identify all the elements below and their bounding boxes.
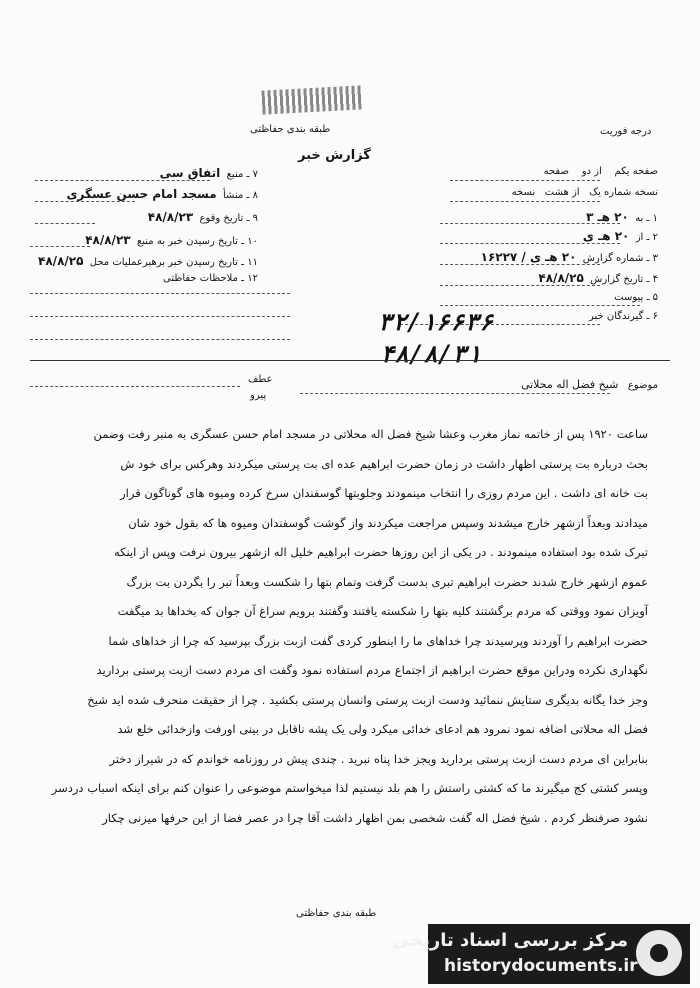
handwritten-number: ۳۲/۱۶۶۳۶ xyxy=(378,308,494,336)
origin-field: ۸ ـ منشأ مسجد امام حسن عسگری xyxy=(66,187,258,201)
body-line: ساعت ۱۹۲۰ پس از خاتمه نماز مغرب وعشا شیخ فضل اله محلاتی در مسجد امام حسن عسگری به منبر رفت وضمن xyxy=(93,427,648,441)
page-field: صفحه یکم از دو صفحه xyxy=(543,166,658,177)
report-title: گزارش خبر xyxy=(298,148,371,163)
body-line: عموم ازشهر خارج شدند حضرت ابراهیم تبری بدست گرفت وتمام بتها را شکست وبعداً تبر را بگردن بت بزرگ xyxy=(126,574,648,589)
classification-top: طبقه بندی حفاظتی xyxy=(250,124,331,135)
body-line: آویزان نمود ووقتی که مردم برگشتند کلیه بتها را شکسته یافتند وگفتند برویم سراغ آن جوان که بخداها بد میگفت xyxy=(117,604,648,618)
classification-bottom: طبقه بندی حفاظتی xyxy=(296,908,377,919)
body-line: وجز خدا یگانه بدیگری ستایش ننمائید ودست ازبت پرستی وانسان پرستی بکشید . چرا از حقیقت منحرف شده اید شیخ xyxy=(87,692,648,707)
body-line: بحث درباره بت پرستی اظهار داشت در زمان حضرت ابراهیم عده ای بت پرستی میکردند وهرکس برای خود ش xyxy=(120,456,648,471)
body-line: تبرک شده بود استفاده مینمودند . در یکی از این روزها حضرت ابراهیم خلیل اله ازشهر بیرون نرفت وپس از اینکه xyxy=(113,545,648,559)
report-body xyxy=(48,420,648,833)
reference-label: عطف xyxy=(248,374,273,385)
body-line: بت خانه ای داشت . این مردم روزی را انتخاب مینمودند وجلوبتها گوسفندان سرخ کرده ومیوه های گوناگون قرار xyxy=(120,486,648,500)
security-notes-field: ۱۲ ـ ملاحظات حفاظتی xyxy=(163,273,258,284)
watermark-emblem-inner-icon xyxy=(650,944,668,962)
watermark-url[interactable]: historydocuments.ir xyxy=(444,956,638,976)
handwritten-date: ۴۸/۸/۳۱ xyxy=(380,340,482,368)
to-field: ۱ ـ به ۲۰ هـ ۳ xyxy=(586,210,658,224)
source-receipt-date-field: ۱۰ ـ تاریخ رسیدن خبر به منبع ۴۸/۸/۲۳ xyxy=(85,233,258,247)
body-line: حضرت ابراهیم را آوردند وپرسیدند چرا خداهای ما را اینطور کردی گفت ازبت بزرگ بپرسید که چرا از خداهای شما xyxy=(108,633,648,648)
body-line: میدادند وبعداً ازشهر خارج میشدند وسپس مراجعت میکردند واز گوشت گوسفندان ومیوه ها که بقول خود شان xyxy=(128,515,648,530)
body-line: نشود صرفنظر کردم . شیخ فضل اله گفت شخصی بمن اظهار داشت آقا چرا در عصر فضا از این حرفها میزنی چکار xyxy=(102,810,648,825)
urgency-label: درجه فوریت xyxy=(600,126,652,137)
subject-line: موضوع شیخ فضل اله محلاتی xyxy=(520,378,658,391)
ops-receipt-date-field: ۱۱ ـ تاریخ رسیدن خبر برهبرعملیات محل ۴۸/۸/۲۵ xyxy=(38,254,258,268)
report-number-field: ۳ ـ شماره گزارش ۲۰ هـ ی / ۱۶۲۲۷ xyxy=(480,250,658,264)
body-line: فضل اله محلاتی اضافه نمود نمرود هم ادعای خدائی میکرد ولی یک پشه ناقابل در بینی اورفت وازخدائی خلع شد xyxy=(117,722,648,736)
body-line: نگهداری نکرده ودراین موقع حضرت ابراهیم از اجتماع مردم استفاده نمود وگفت ای مردم دست ازبت پرستی بردارید xyxy=(96,663,648,677)
from-field: ۲ ـ از ۲۰ هـ ی xyxy=(582,229,658,243)
body-line: بنابراین ای مردم دست ازبت پرستی بردارید وبجز خدا پناه نبرید . چندی پیش در روزنامه خواندم که در شیراز دختر xyxy=(109,751,648,766)
source-field: ۷ ـ منبع اتفاق سی xyxy=(159,166,258,180)
recipients-field: ۶ ـ گیرندگان خبر xyxy=(588,311,658,322)
event-date-field: ۹ ـ تاریخ وقوع ۴۸/۸/۲۳ xyxy=(147,210,258,224)
watermark-name: مرکز بررسی اسناد تاریخی xyxy=(391,930,628,951)
copy-field: نسخه شماره یک از هشت نسخه xyxy=(511,187,658,198)
attachment-field: ۵ ـ پیوست xyxy=(614,292,658,303)
top-stamp-smudge xyxy=(261,85,362,114)
report-date-field: ۴ ـ تاریخ گزارش ۴۸/۸/۲۵ xyxy=(538,271,658,285)
follow-up-label: پیرو xyxy=(250,390,267,401)
body-line: وپسر کشتی کج میگیرند ما که کشتی راستش را هم بلد نیستیم لذا میخواستم موضوعی را عنوان کنم برای اینکه اسباب دردسر xyxy=(51,781,648,795)
